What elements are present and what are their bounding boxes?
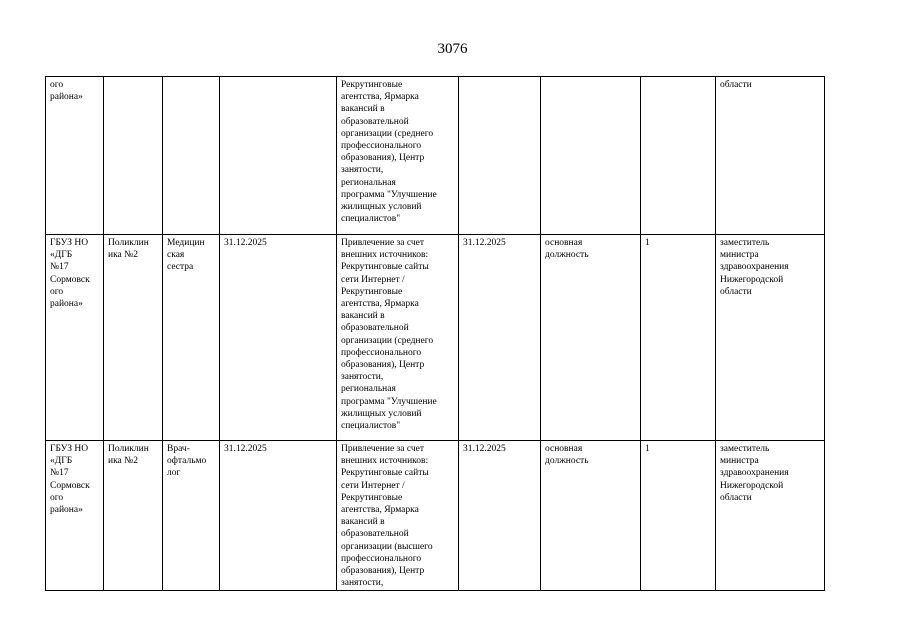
method-cell: Привлечение за счет внешних источников: Рекрутинговые сайты сети Интернет / Рекрутинговые агентства, Ярмарка вакансий в образовательной организации (среднего профессионального образования), Центр занятости, региональная программа "Улучшение жилищных условий специалистов" (337, 235, 459, 441)
org-cell: ого района» (46, 77, 104, 235)
position-cell (163, 77, 220, 235)
date-cell: 31.12.2025 (220, 441, 337, 591)
count-cell: 1 (641, 441, 716, 591)
responsible-cell: области (716, 77, 825, 235)
unit-cell: Поликлин ика №2 (104, 235, 163, 441)
unit-cell: Поликлин ика №2 (104, 441, 163, 591)
method-cell: Привлечение за счет внешних источников: Рекрутинговые сайты сети Интернет / Рекрутинговые агентства, Ярмарка вакансий в образовательной организации (высшего профессионального образования), Центр занятости, (337, 441, 459, 591)
date-cell: 31.12.2025 (220, 235, 337, 441)
staffing-table (45, 76, 825, 591)
count-cell (641, 77, 716, 235)
deadline-cell (459, 77, 541, 235)
position-cell: Медицин ская сестра (163, 235, 220, 441)
method-cell: Рекрутинговые агентства, Ярмарка вакансий в образовательной организации (среднего профессионального образования), Центр занятости, региональная программа "Улучшение жилищных условий специалистов" (337, 77, 459, 235)
deadline-cell: 31.12.2025 (459, 441, 541, 591)
unit-cell (104, 77, 163, 235)
count-cell: 1 (641, 235, 716, 441)
deadline-cell: 31.12.2025 (459, 235, 541, 441)
org-cell: ГБУЗ НО «ДГБ №17 Сормовск ого района» (46, 441, 104, 591)
page-number: 3076 (437, 41, 468, 57)
table-row (46, 441, 825, 591)
position-cell: Врач- офтальмо лог (163, 441, 220, 591)
type-cell (541, 77, 641, 235)
responsible-cell: заместитель министра здравоохранения Нижегородской области (716, 441, 825, 591)
table-row (46, 235, 825, 441)
type-cell: основная должность (541, 441, 641, 591)
type-cell: основная должность (541, 235, 641, 441)
date-cell (220, 77, 337, 235)
org-cell: ГБУЗ НО «ДГБ №17 Сормовск ого района» (46, 235, 104, 441)
responsible-cell: заместитель министра здравоохранения Нижегородской области (716, 235, 825, 441)
table-row (46, 77, 825, 235)
